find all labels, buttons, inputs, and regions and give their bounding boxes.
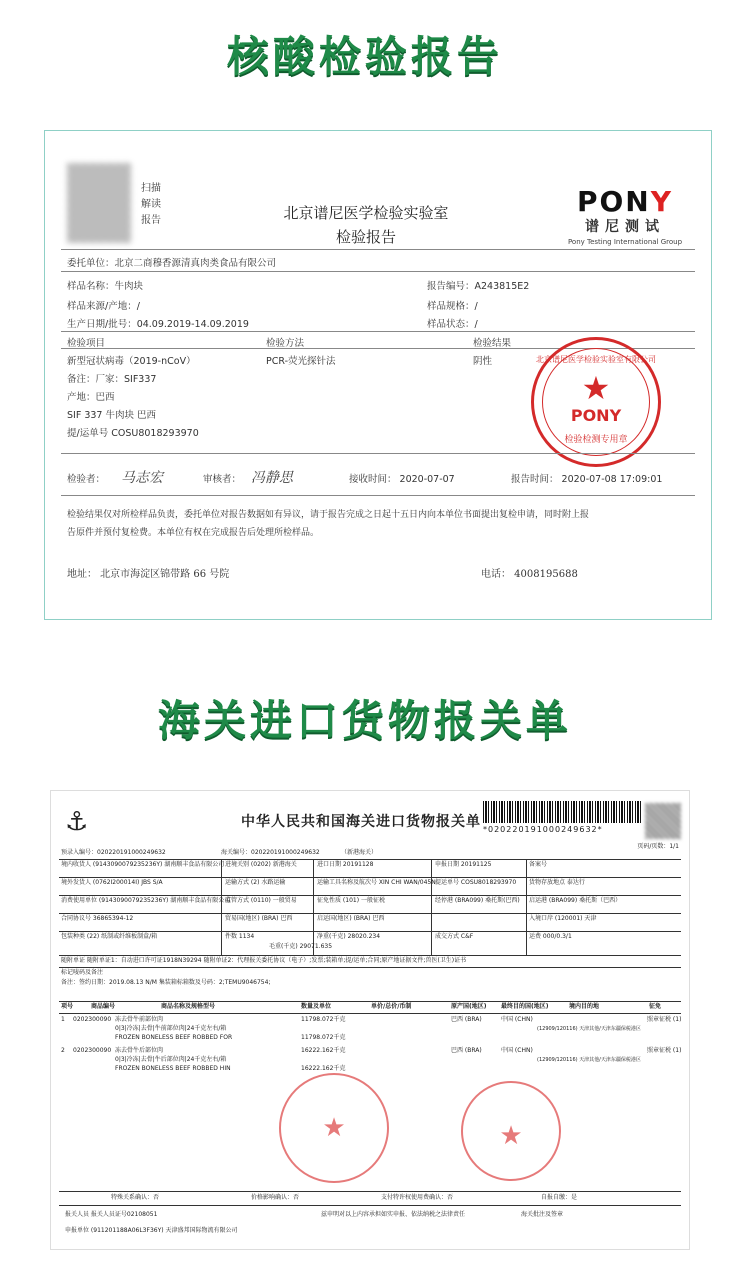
test-result-value: 阴性	[473, 356, 493, 367]
goods-2-origin: 巴西 (BRA)	[451, 1047, 482, 1054]
grid-line	[59, 877, 681, 878]
goods-header-name: 商品名称及规格型号	[161, 1003, 216, 1010]
note-line-4: 提/运单号 COSU8018293970	[67, 428, 199, 439]
marks-label: 标记唛码及备注	[61, 969, 104, 976]
customs-seal-left	[279, 1073, 389, 1183]
report-doc-title: 检验报告	[335, 228, 396, 246]
goods-1-dest: 中国 (CHN)	[501, 1016, 533, 1023]
report-no-field: 报告编号：A243815E2	[427, 281, 530, 292]
qr-code-icon	[67, 163, 131, 243]
pony-logo	[557, 185, 693, 246]
goods-1-code: 0202300090	[73, 1016, 112, 1023]
goods-1-name: 冻去骨牛前部位肉	[115, 1016, 164, 1023]
user-unit: 消费使用单位 (9143090079235236Y) 湖南顺丰食品有限公司	[61, 897, 231, 904]
trans-terms: 成交方式 C&F	[435, 933, 474, 940]
goods-2-en: FROZEN BONELESS BEEF ROBBED HIN	[115, 1065, 231, 1072]
declaration-date: 申报日期 20191125	[435, 861, 492, 868]
gross-weight: 毛重(千克) 29071.635	[269, 943, 333, 950]
seal-bottom-text: 检验检测专用章	[564, 435, 628, 445]
goods-2-dest: 中国 (CHN)	[501, 1047, 533, 1054]
lab-name: 北京谱尼医学检验实验室	[283, 204, 449, 222]
report-time: 报告时间： 2020-07-08 17:09:01	[511, 474, 663, 485]
goods-header-price: 单价/总价/币制	[371, 1003, 412, 1010]
header-test-result: 检验结果	[473, 338, 512, 349]
grid-line	[59, 1205, 681, 1206]
sample-source-field: 样品来源/产地：/	[67, 301, 140, 312]
customs-seal-right	[461, 1081, 561, 1181]
goods-1-qty1: 11798.072千克	[301, 1016, 346, 1023]
declare-note: 兹申明对以上内容承担如实申报、依法纳税之法律责任	[321, 1211, 466, 1218]
pony-logo-word	[557, 185, 693, 218]
customs-no: 海关编号：020220191000249632	[221, 849, 320, 856]
disclaimer-line-1: 检验结果仅对所检样品负责，委托单位对报告数据如有异议，请于报告完成之日起十五日内向本单位书面提出复检申请，同时附上报	[67, 510, 590, 520]
trade-country: 贸易国(地区) (BRA) 巴西	[225, 915, 293, 922]
lab-title-block	[261, 201, 471, 249]
pony-logo-en: Pony Testing International Group	[567, 238, 683, 246]
grid-line	[526, 859, 527, 955]
barcode-icon	[483, 801, 643, 823]
star-icon: ★	[499, 1121, 523, 1151]
price-influence: 价格影响确认：否	[251, 1194, 300, 1201]
goods-2-qty1: 16222.162千克	[301, 1047, 346, 1054]
self-report: 自报自缴：是	[541, 1194, 578, 1201]
grid-line	[59, 955, 681, 956]
bill-no: 提运单号 COSU8018293970	[435, 879, 517, 886]
grid-line	[59, 931, 681, 932]
goods-header-origin: 原产国(地区)	[451, 1003, 487, 1010]
goods-header-dest: 最终目的国(地区)	[501, 1003, 549, 1010]
note-line-1: 备注：厂家：SIF337	[67, 374, 157, 385]
disclaimer-line-2: 告原件并预付复检费。本单位有权在完成报告后处理所检样品。	[67, 528, 320, 538]
sample-name-field: 样品名称：牛肉块	[67, 281, 144, 292]
goods-header-levy: 征免	[649, 1003, 662, 1010]
grid-line	[59, 913, 681, 914]
seal-top-text: 北京谱尼医学检验实验室有限公司	[536, 355, 656, 364]
transport-mode: 运输方式 (2) 水路运输	[225, 879, 286, 886]
client-field: 委托单位：北京二商穆香源清真肉类食品有限公司	[67, 258, 277, 269]
entry-port: 进境关别 (0202) 新港海关	[225, 861, 297, 868]
departure-port: 启运港 (BRA099) 桑托斯（巴西）	[529, 897, 622, 904]
consignee: 境内收货人 (9143090079235236Y) 湖南顺丰食品有限公司	[61, 861, 225, 868]
grid-line	[59, 967, 681, 968]
grid-line	[313, 859, 314, 955]
customs-section-title: 海关进口货物报关单	[157, 696, 572, 745]
goods-1-place: (12909/120116) 天津其他/天津东疆保税港区	[537, 1026, 641, 1032]
grid-line	[59, 1001, 681, 1002]
docs: 随附单证 随附单证1：自动进口许可证1918N39294 随附单证2：代理报关委托协议（电子）;发票;装箱单;提/运单;合同;原产地证据文件;兽医(卫生)证书	[61, 957, 467, 964]
divider	[61, 495, 695, 496]
customs-title: 中华人民共和国海关进口货物报关单	[241, 814, 481, 830]
goods-1-levy: 照章征税 (1)	[647, 1016, 682, 1023]
note-line-3: SIF 337 牛肉块 巴西	[67, 410, 156, 421]
foreign-shipper: 境外发货人 (0762I200014I) JBS S/A	[61, 879, 163, 886]
star-icon: ★	[581, 369, 611, 407]
seal-name: PONY	[570, 406, 622, 425]
scan-label	[141, 181, 161, 229]
pre-entry-no: 预录入编号：020220191000249632	[61, 849, 166, 856]
scan-line-2: 解读	[141, 199, 161, 210]
customs-emblem-icon: ⚓	[65, 807, 89, 837]
reviewer-label: 审核者：	[203, 474, 242, 485]
pony-logo-cn: 谱尼测试	[585, 219, 665, 235]
header-test-method: 检验方法	[266, 338, 305, 349]
goods-2-name: 冻去骨牛后部位肉	[115, 1047, 164, 1054]
declarant-unit: 申报单位 (911201188A06L3F36Y) 天津盛邦国际物流有限公司	[65, 1227, 238, 1234]
sample-state-field: 样品状态：/	[427, 319, 478, 330]
lab-phone: 电话： 4008195688	[481, 569, 578, 580]
goods-1-no: 1	[61, 1016, 65, 1023]
pack-type: 包装种类 (22) 纸制或纤维板制盒/箱	[61, 933, 158, 940]
prod-date-field: 生产日期/批号：04.09.2019-14.09.2019	[67, 319, 249, 330]
declarant: 报关人员 报关人员证号02108051	[65, 1211, 158, 1218]
divider	[61, 331, 695, 332]
qr-code-icon	[645, 803, 681, 839]
goods-header-qty: 数量及单位	[301, 1003, 332, 1010]
goods-header-place: 境内目的地	[569, 1003, 600, 1010]
divider	[61, 249, 695, 250]
levy-nature: 征免性质 (101) 一般征税	[317, 897, 385, 904]
scan-line-3: 报告	[141, 215, 161, 226]
scan-line-1: 扫描	[141, 183, 161, 194]
goods-1-origin: 巴西 (BRA)	[451, 1016, 482, 1023]
report-section-title: 核酸检验报告	[226, 32, 503, 81]
grid-line	[221, 859, 222, 955]
special-relation: 特殊关系确认：否	[111, 1194, 160, 1201]
grid-line	[431, 859, 432, 955]
royalty-confirm: 支付特许权使用费确认：否	[381, 1194, 454, 1201]
freight: 运费 000/0.3/1	[529, 933, 572, 940]
conveyance: 运输工具名称及航次号 XIN CHI WAN/045N	[317, 879, 436, 886]
customs-declaration	[50, 790, 690, 1250]
pieces: 件数 1134	[225, 933, 255, 940]
goods-2-code: 0202300090	[73, 1047, 112, 1054]
port-loading: 经停港 (BRA099) 桑托斯(巴西)	[435, 897, 520, 904]
note-line-2: 产地：巴西	[67, 392, 115, 403]
sample-spec-field: 样品规格：/	[427, 301, 478, 312]
dest-port: 入境口岸 (120001) 天津	[529, 915, 597, 922]
inspector-label: 检验者：	[67, 474, 106, 485]
customs-office: （新港海关）	[341, 849, 378, 856]
received-time: 接收时间： 2020-07-07	[349, 474, 455, 485]
remark: 备注：签约日期：2019.08.13 N/M 集装箱标箱数及号码：2;TEMU9046754;	[61, 979, 271, 986]
grid-line	[59, 895, 681, 896]
goods-header-code: 商品编号	[91, 1003, 116, 1010]
header-test-item: 检验项目	[67, 338, 106, 349]
divider	[61, 271, 695, 272]
divider	[61, 453, 695, 454]
report-seal	[531, 337, 661, 467]
goods-2-spec: 0|3|冷冻|去骨|牛后部位肉|24千克左右/箱	[115, 1056, 227, 1063]
lab-address: 地址： 北京市海淀区锦带路 66 号院	[67, 569, 230, 580]
contract-no: 合同协议号 36865394-12	[61, 915, 134, 922]
test-method-value: PCR-荧光探针法	[266, 356, 336, 367]
goods-2-place: (12909/120116) 天津其他/天津东疆保税港区	[537, 1057, 641, 1063]
goods-2-qty2: 16222.162千克	[301, 1065, 346, 1072]
supervision-mode: 监管方式 (0110) 一般贸易	[225, 897, 297, 904]
goods-1-spec: 0|3|冷冻|去骨|牛前部位肉|24千克左右/箱	[115, 1025, 227, 1032]
reviewer-signature: 冯静思	[251, 470, 293, 486]
nucleic-acid-report	[44, 130, 712, 620]
grid-line	[59, 1013, 681, 1014]
goods-1-qty2: 11798.072千克	[301, 1034, 346, 1041]
goods-1-en: FROZEN BONELESS BEEF ROBBED FOR	[115, 1034, 233, 1041]
import-date: 进口日期 20191128	[317, 861, 374, 868]
record-no: 备案号	[529, 861, 548, 868]
net-weight: 净重(千克) 28020.234	[317, 933, 381, 940]
goods-2-levy: 照章征税 (1)	[647, 1047, 682, 1054]
goods-location: 货物存放地点 泰达行	[529, 879, 585, 886]
customs-remark: 海关批注及签章	[521, 1211, 564, 1218]
pony-logo-main: PON	[576, 185, 651, 218]
page-number: 页码/页数：1/1	[637, 843, 679, 850]
grid-line	[59, 859, 681, 860]
goods-2-no: 2	[61, 1047, 65, 1054]
grid-line	[59, 1191, 681, 1192]
test-item-value: 新型冠状病毒（2019-nCoV）	[67, 356, 196, 367]
pony-logo-accent: Y	[650, 185, 674, 218]
barcode-number: *020220191000249632*	[483, 825, 603, 834]
origin-country: 启运国(地区) (BRA) 巴西	[317, 915, 385, 922]
star-icon: ★	[322, 1113, 346, 1143]
goods-header-no: 项号	[61, 1003, 74, 1010]
inspector-signature: 马志宏	[121, 470, 163, 486]
